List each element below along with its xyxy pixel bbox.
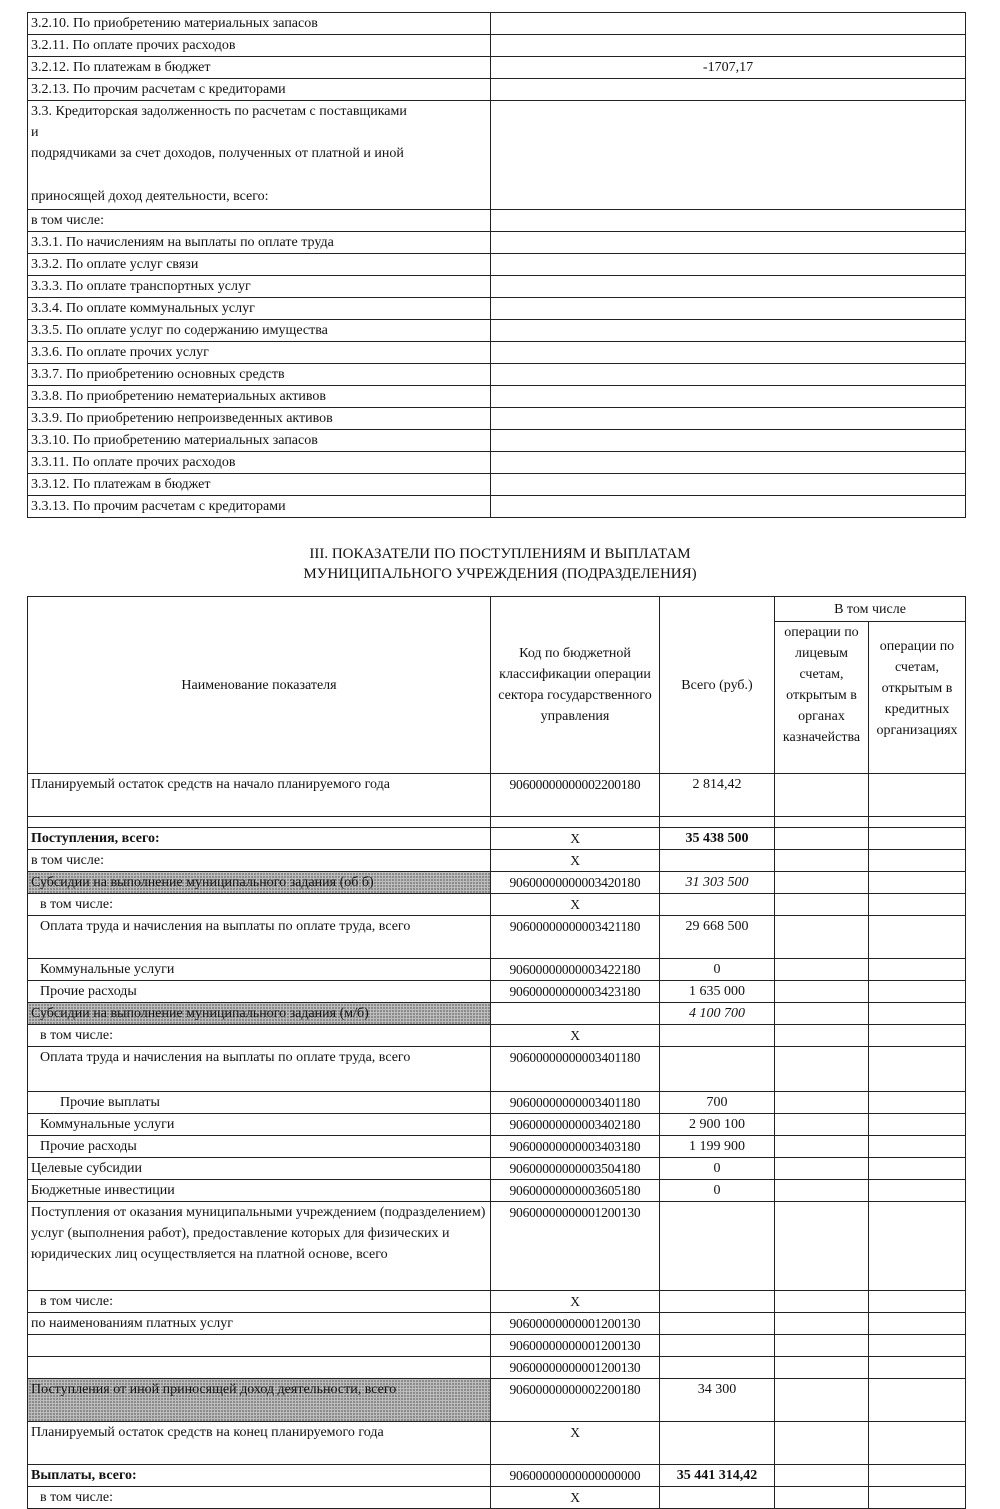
row-total [660, 1487, 775, 1509]
table-row [28, 774, 966, 817]
row-name: Коммунальные услуги [28, 959, 491, 981]
row-credit [869, 981, 966, 1003]
table-header-row [28, 597, 966, 622]
row-name [28, 817, 491, 828]
row-credit [869, 1335, 966, 1357]
row-credit [869, 1202, 966, 1291]
table-row [28, 79, 966, 101]
row-code: 90600000000003422180 [491, 959, 660, 981]
row-total [660, 1422, 775, 1465]
row-total: 700 [660, 1092, 775, 1114]
row-total [660, 894, 775, 916]
table-row [28, 1487, 966, 1509]
row-name: в том числе: [28, 1487, 491, 1509]
row-label: 3.3.2. По оплате услуг связи [28, 254, 491, 276]
row-code: 90600000000002200180 [491, 774, 660, 817]
row-credit [869, 1422, 966, 1465]
row-name: в том числе: [28, 850, 491, 872]
row-treasury [775, 1180, 869, 1202]
table-row [28, 342, 966, 364]
row-label: 3.3.5. По оплате услуг по содержанию имущества [28, 320, 491, 342]
row-credit [869, 1114, 966, 1136]
row-value: -1707,17 [491, 57, 966, 79]
row-treasury [775, 894, 869, 916]
row-code: Х [491, 1487, 660, 1509]
table-row [28, 872, 966, 894]
col-header-credit: операции по счетам, открытым в кредитных организациях [869, 622, 966, 774]
section-heading [0, 544, 1000, 584]
row-total: 2 900 100 [660, 1114, 775, 1136]
section-heading-line: III. ПОКАЗАТЕЛИ ПО ПОСТУПЛЕНИЯМ И ВЫПЛАТАМ [309, 546, 691, 562]
table-row [28, 959, 966, 981]
row-total [660, 817, 775, 828]
receipts-payments-table [27, 596, 966, 1509]
row-label: 3.2.10. По приобретению материальных запасов [28, 13, 491, 35]
row-label: 3.2.11. По оплате прочих расходов [28, 35, 491, 57]
row-label: 3.3.11. По оплате прочих расходов [28, 452, 491, 474]
col-header-total: Всего (руб.) [660, 597, 775, 774]
row-name: Выплаты, всего: [28, 1465, 491, 1487]
row-total: 34 300 [660, 1379, 775, 1422]
row-total: 0 [660, 959, 775, 981]
row-code: 90600000000000000000 [491, 1465, 660, 1487]
row-name [28, 1335, 491, 1357]
table-row [28, 430, 966, 452]
row-credit [869, 1025, 966, 1047]
row-treasury [775, 817, 869, 828]
row-name: в том числе: [28, 1291, 491, 1313]
row-label: 3.3.12. По платежам в бюджет [28, 474, 491, 496]
row-value [491, 364, 966, 386]
row-code: 90600000000003401180 [491, 1092, 660, 1114]
row-label: 3.2.12. По платежам в бюджет [28, 57, 491, 79]
row-value [491, 430, 966, 452]
table-row [28, 1092, 966, 1114]
row-code: Х [491, 1291, 660, 1313]
row-label: 3.3.1. По начислениям на выплаты по оплате труда [28, 232, 491, 254]
row-credit [869, 1092, 966, 1114]
row-treasury [775, 1379, 869, 1422]
row-credit [869, 1136, 966, 1158]
row-total [660, 1357, 775, 1379]
row-name: Поступления от оказания муниципальными учреждением (подразделением) услуг (выполнения работ), предоставление которых для физических и юридических лиц осуществляется на платной основе, всего [28, 1202, 491, 1291]
row-treasury [775, 1291, 869, 1313]
row-label: в том числе: [28, 210, 491, 232]
row-code: 90600000000003420180 [491, 872, 660, 894]
row-value [491, 386, 966, 408]
row-label: 3.3.6. По оплате прочих услуг [28, 342, 491, 364]
row-name: Планируемый остаток средств на начало планируемого года [28, 774, 491, 817]
row-total [660, 1202, 775, 1291]
row-treasury [775, 828, 869, 850]
row-value [491, 408, 966, 430]
section-3-3-line: 3.3. Кредиторская задолженность по расчетам с поставщиками [31, 104, 407, 119]
row-value [491, 452, 966, 474]
row-value [491, 254, 966, 276]
table-row [28, 232, 966, 254]
row-total: 1 635 000 [660, 981, 775, 1003]
row-code: 90600000000001200130 [491, 1357, 660, 1379]
table-row [28, 13, 966, 35]
row-total [660, 1291, 775, 1313]
table-row [28, 276, 966, 298]
row-name: Целевые субсидии [28, 1158, 491, 1180]
row-name: в том числе: [28, 1025, 491, 1047]
row-treasury [775, 1422, 869, 1465]
col-header-incl: В том числе [775, 597, 966, 622]
row-credit [869, 916, 966, 959]
row-credit [869, 894, 966, 916]
section-3-3-label [28, 101, 491, 210]
row-name: Прочие выплаты [28, 1092, 491, 1114]
row-label: 3.3.7. По приобретению основных средств [28, 364, 491, 386]
row-credit [869, 872, 966, 894]
row-treasury [775, 981, 869, 1003]
row-treasury [775, 850, 869, 872]
row-label: 3.3.10. По приобретению материальных запасов [28, 430, 491, 452]
row-total: 0 [660, 1180, 775, 1202]
row-value [491, 298, 966, 320]
table-row [28, 828, 966, 850]
section-3-3-line: подрядчиками за счет доходов, полученных от платной и иной [31, 146, 404, 161]
table-row [28, 1357, 966, 1379]
row-credit [869, 1313, 966, 1335]
row-credit [869, 828, 966, 850]
row-code: 90600000000003403180 [491, 1136, 660, 1158]
row-code: 90600000000001200130 [491, 1202, 660, 1291]
row-total [660, 1025, 775, 1047]
row-name: Оплата труда и начисления на выплаты по оплате труда, всего [28, 916, 491, 959]
row-treasury [775, 1136, 869, 1158]
row-name: Поступления от иной приносящей доход деятельности, всего [28, 1379, 491, 1422]
row-value [491, 13, 966, 35]
row-code: 90600000000001200130 [491, 1313, 660, 1335]
table-row [28, 1335, 966, 1357]
table-row [28, 474, 966, 496]
row-code [491, 1003, 660, 1025]
row-treasury [775, 1487, 869, 1509]
row-credit [869, 1465, 966, 1487]
row-treasury [775, 959, 869, 981]
table-row [28, 254, 966, 276]
row-value [491, 276, 966, 298]
table-row [28, 364, 966, 386]
row-treasury [775, 916, 869, 959]
row-total [660, 1313, 775, 1335]
table-row [28, 452, 966, 474]
row-name: в том числе: [28, 894, 491, 916]
row-name: Коммунальные услуги [28, 1114, 491, 1136]
row-label: 3.2.13. По прочим расчетам с кредиторами [28, 79, 491, 101]
row-code: 90600000000003401180 [491, 1047, 660, 1092]
table-row [28, 1202, 966, 1291]
row-treasury [775, 872, 869, 894]
row-name: Поступления, всего: [28, 828, 491, 850]
row-name [28, 1357, 491, 1379]
row-treasury [775, 1465, 869, 1487]
col-header-treasury: операции по лицевым счетам, открытым в органах казначейства [775, 622, 869, 774]
row-credit [869, 1180, 966, 1202]
row-total: 35 438 500 [660, 828, 775, 850]
table-row [28, 298, 966, 320]
row-total: 29 668 500 [660, 916, 775, 959]
row-total: 0 [660, 1158, 775, 1180]
row-credit [869, 1291, 966, 1313]
row-treasury [775, 1313, 869, 1335]
row-value [491, 210, 966, 232]
row-code: 90600000000003421180 [491, 916, 660, 959]
row-value [491, 232, 966, 254]
row-treasury [775, 1047, 869, 1092]
row-total: 4 100 700 [660, 1003, 775, 1025]
row-value [491, 474, 966, 496]
row-value [491, 35, 966, 57]
table-row [28, 1465, 966, 1487]
row-label: 3.3.4. По оплате коммунальных услуг [28, 298, 491, 320]
row-treasury [775, 1357, 869, 1379]
row-total [660, 850, 775, 872]
section-heading-line: МУНИЦИПАЛЬНОГО УЧРЕЖДЕНИЯ (ПОДРАЗДЕЛЕНИЯ) [303, 566, 697, 582]
row-credit [869, 850, 966, 872]
row-credit [869, 1003, 966, 1025]
row-code: 90600000000002200180 [491, 1379, 660, 1422]
row-code: Х [491, 1025, 660, 1047]
row-label: 3.3.9. По приобретению непроизведенных активов [28, 408, 491, 430]
row-code: 90600000000003402180 [491, 1114, 660, 1136]
col-header-code: Код по бюджетной классификации операции сектора государственного управления [491, 597, 660, 774]
row-treasury [775, 1335, 869, 1357]
row-total: 31 303 500 [660, 872, 775, 894]
table-row [28, 981, 966, 1003]
table-row [28, 1114, 966, 1136]
row-code: Х [491, 828, 660, 850]
row-name: Прочие расходы [28, 981, 491, 1003]
row-total: 35 441 314,42 [660, 1465, 775, 1487]
row-treasury [775, 1158, 869, 1180]
table-row [28, 57, 966, 79]
row-value [491, 101, 966, 210]
table-row [28, 35, 966, 57]
table-row [28, 1047, 966, 1092]
row-credit [869, 959, 966, 981]
row-label: 3.3.8. По приобретению нематериальных активов [28, 386, 491, 408]
table-row [28, 817, 966, 828]
row-name: Планируемый остаток средств на конец планируемого года [28, 1422, 491, 1465]
row-code: Х [491, 850, 660, 872]
row-credit [869, 1357, 966, 1379]
row-credit [869, 1487, 966, 1509]
table-row [28, 101, 966, 210]
row-name: Субсидии на выполнение муниципального задания (об б) [28, 872, 491, 894]
table-row [28, 408, 966, 430]
table-row [28, 1180, 966, 1202]
row-code: Х [491, 894, 660, 916]
row-total: 1 199 900 [660, 1136, 775, 1158]
table-row [28, 1313, 966, 1335]
row-value [491, 496, 966, 518]
table-row [28, 496, 966, 518]
row-code [491, 817, 660, 828]
row-name: по наименованиям платных услуг [28, 1313, 491, 1335]
col-header-name: Наименование показателя [28, 597, 491, 774]
row-value [491, 342, 966, 364]
table-row [28, 1136, 966, 1158]
table-row [28, 1291, 966, 1313]
table-row [28, 894, 966, 916]
row-code: 90600000000001200130 [491, 1335, 660, 1357]
row-treasury [775, 1092, 869, 1114]
liabilities-table [27, 12, 966, 518]
table-row [28, 210, 966, 232]
row-code: 90600000000003423180 [491, 981, 660, 1003]
row-credit [869, 1379, 966, 1422]
table-row [28, 850, 966, 872]
row-total [660, 1335, 775, 1357]
row-code: 90600000000003504180 [491, 1158, 660, 1180]
table-row [28, 1158, 966, 1180]
table-row [28, 1003, 966, 1025]
table-row [28, 320, 966, 342]
row-label: 3.3.13. По прочим расчетам с кредиторами [28, 496, 491, 518]
table-row [28, 1379, 966, 1422]
row-name: Субсидии на выполнение муниципального задания (м/б) [28, 1003, 491, 1025]
row-value [491, 320, 966, 342]
row-credit [869, 817, 966, 828]
row-credit [869, 1047, 966, 1092]
section-3-3-line: и [31, 125, 39, 140]
row-name: Оплата труда и начисления на выплаты по оплате труда, всего [28, 1047, 491, 1092]
row-credit [869, 1158, 966, 1180]
table-row [28, 386, 966, 408]
row-treasury [775, 774, 869, 817]
row-name: Прочие расходы [28, 1136, 491, 1158]
row-label: 3.3.3. По оплате транспортных услуг [28, 276, 491, 298]
row-code: Х [491, 1422, 660, 1465]
row-treasury [775, 1114, 869, 1136]
row-code: 90600000000003605180 [491, 1180, 660, 1202]
row-name: Бюджетные инвестиции [28, 1180, 491, 1202]
row-total [660, 1047, 775, 1092]
row-total: 2 814,42 [660, 774, 775, 817]
row-treasury [775, 1025, 869, 1047]
row-value [491, 79, 966, 101]
table-row [28, 1422, 966, 1465]
row-credit [869, 774, 966, 817]
table-row [28, 916, 966, 959]
table-row [28, 1025, 966, 1047]
section-3-3-line: приносящей доход деятельности, всего: [31, 189, 269, 204]
row-treasury [775, 1003, 869, 1025]
row-treasury [775, 1202, 869, 1291]
